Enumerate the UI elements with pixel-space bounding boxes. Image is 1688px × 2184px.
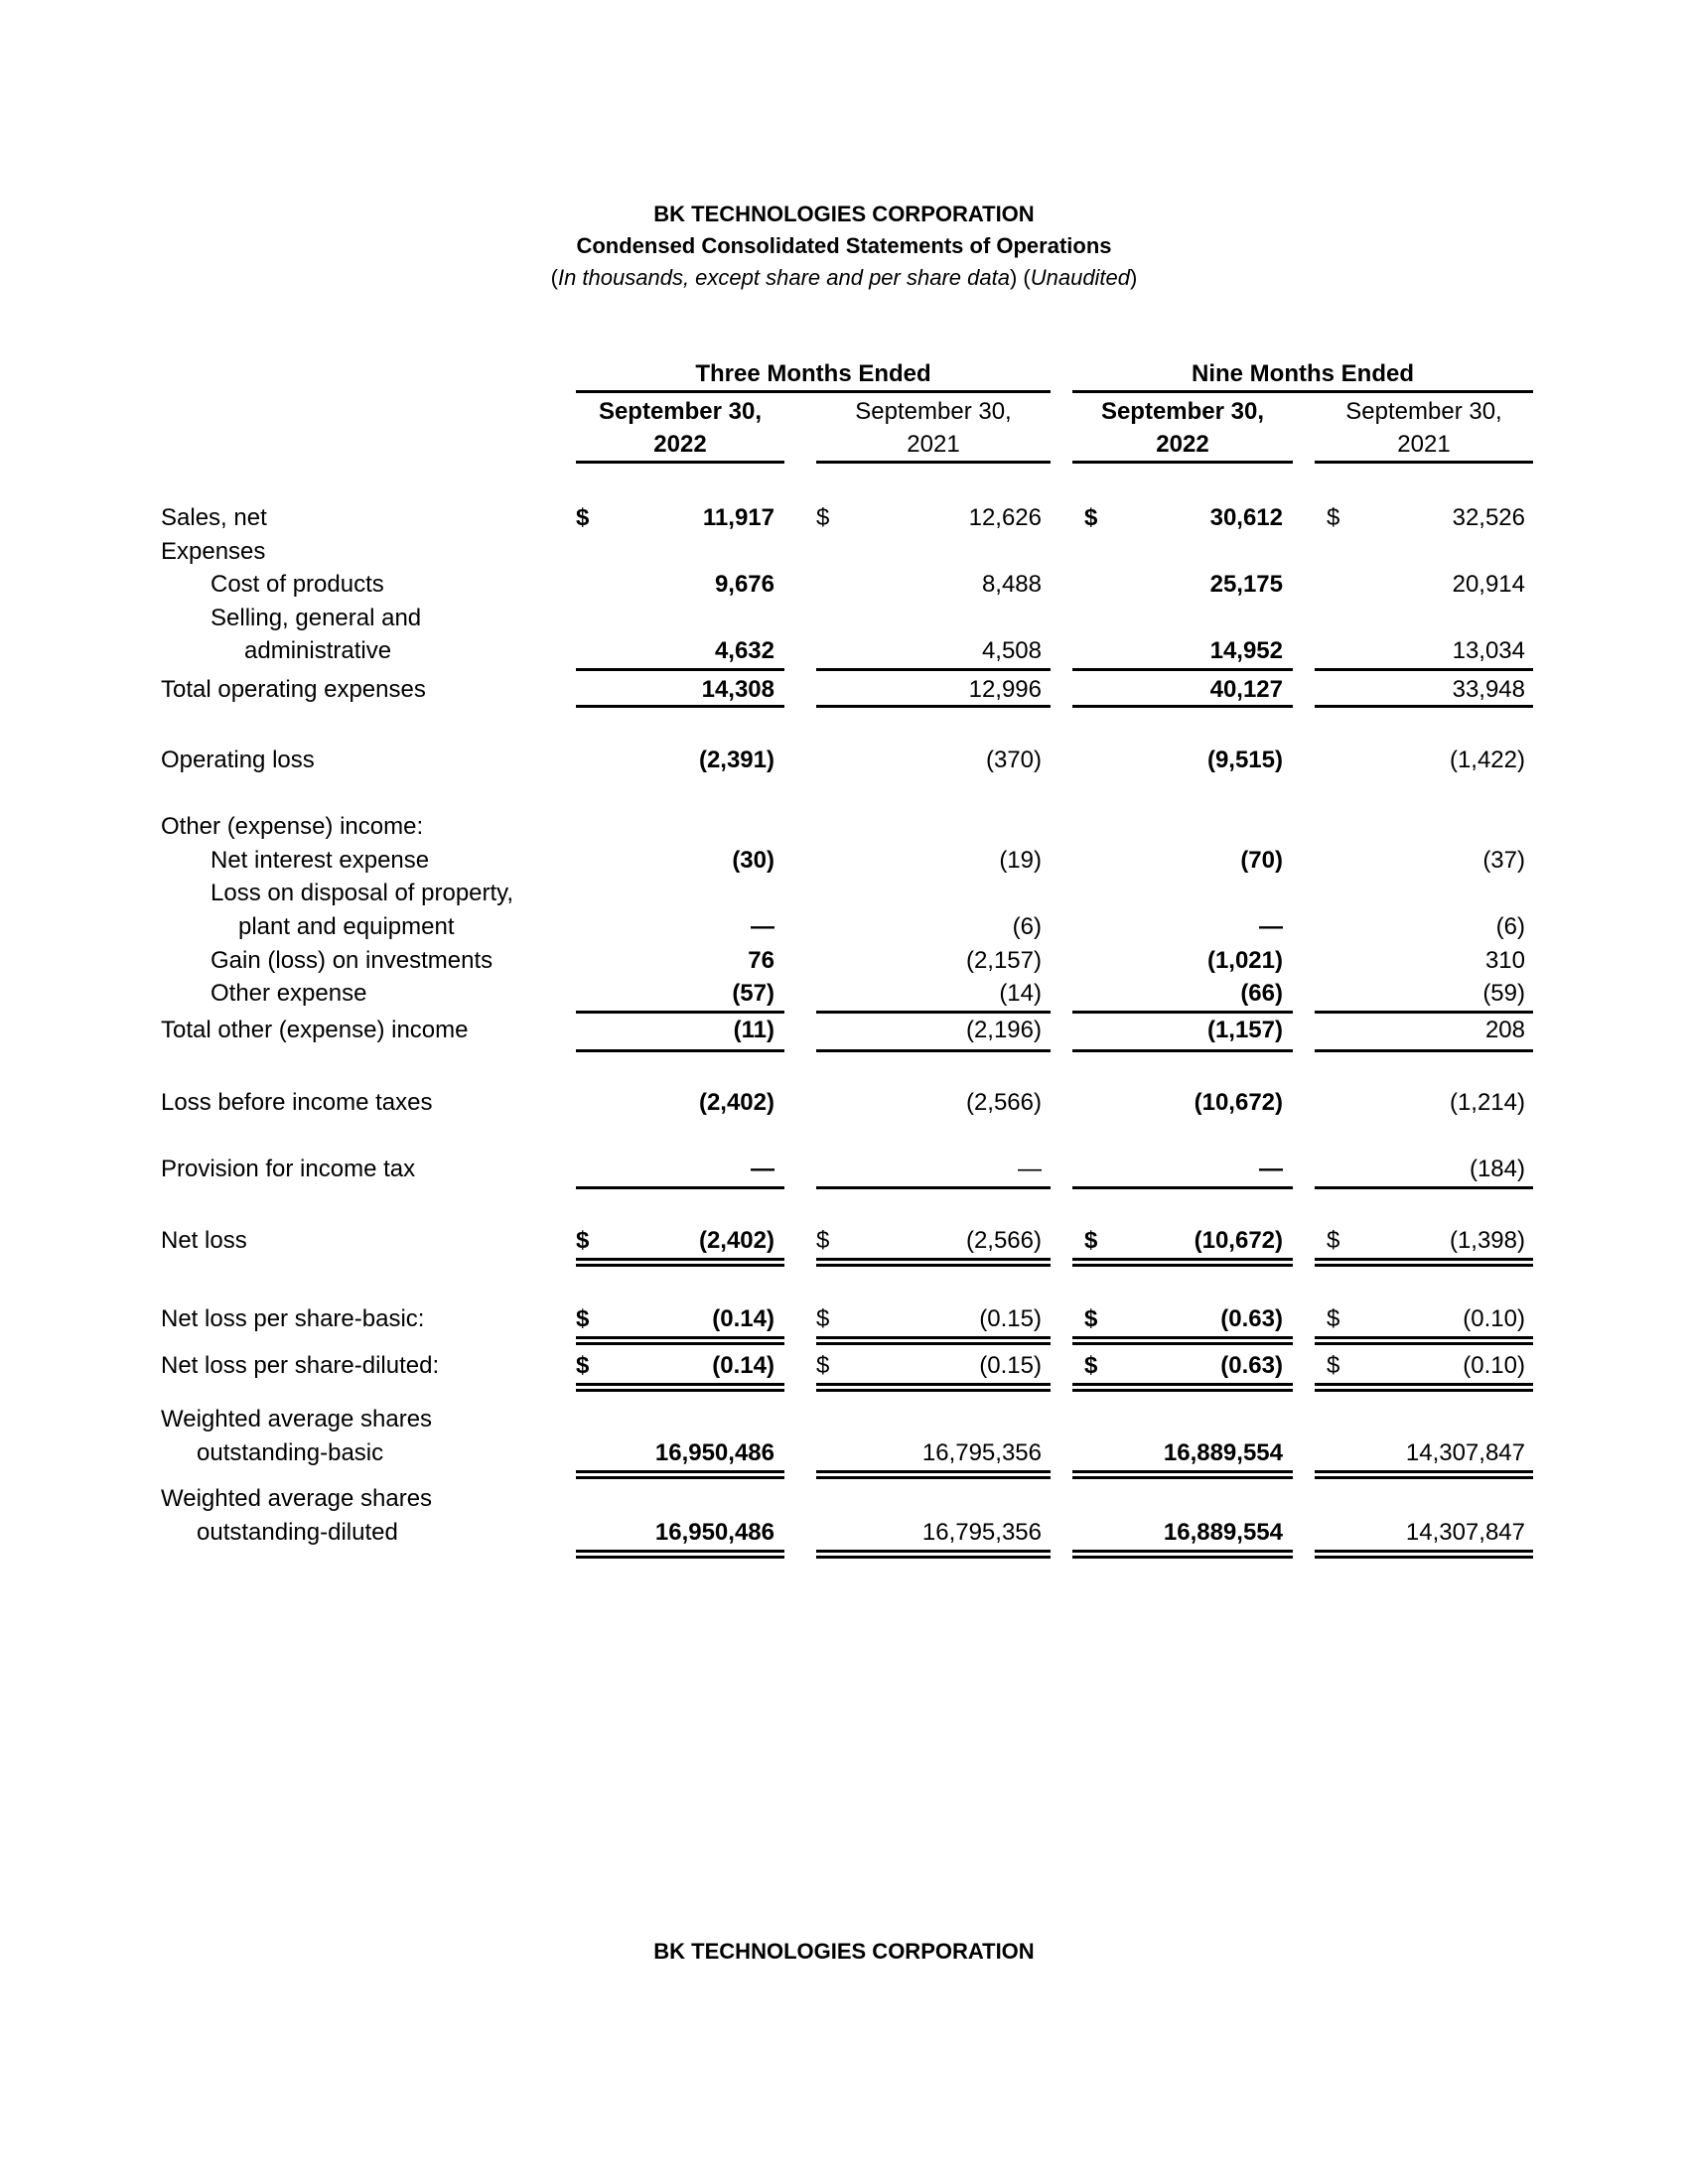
table-row	[0, 568, 1688, 602]
statement-title: Condensed Consolidated Statements of Operations	[576, 233, 1112, 258]
value-cell	[1084, 568, 1283, 602]
value-cell	[1327, 568, 1525, 602]
table-row	[0, 1349, 1688, 1383]
value-cell	[1084, 634, 1283, 668]
value-cell	[1327, 910, 1525, 944]
double-underline	[1315, 1342, 1533, 1345]
value-number: —	[1259, 913, 1283, 940]
value-cell	[816, 673, 1042, 707]
underline	[576, 1186, 784, 1189]
value-cell	[576, 977, 774, 1011]
value-cell	[576, 501, 774, 535]
value-cell	[1084, 1224, 1283, 1258]
double-underline	[576, 1550, 784, 1553]
value-cell	[816, 910, 1042, 944]
value-cell	[1327, 744, 1525, 777]
underline	[816, 1186, 1051, 1189]
row-label: outstanding-diluted	[197, 1519, 398, 1546]
value-cell	[576, 568, 774, 602]
table-row	[0, 1436, 1688, 1470]
value-number: 16,795,356	[921, 1439, 1042, 1466]
row-label: plant and equipment	[238, 913, 455, 940]
value-number: 14,308	[701, 676, 774, 703]
table-row	[0, 810, 1688, 844]
value-number: (0.63)	[1220, 1352, 1283, 1379]
value-cell	[1084, 501, 1283, 535]
dollar-sign: $	[1084, 504, 1098, 531]
double-underline	[1315, 1258, 1533, 1261]
table-row	[0, 1302, 1688, 1336]
dollar-sign: $	[1327, 1227, 1340, 1254]
company-name: BK TECHNOLOGIES CORPORATION	[653, 202, 1035, 226]
table-row	[0, 844, 1688, 878]
table-row	[0, 1403, 1688, 1436]
double-underline	[1315, 1556, 1533, 1559]
value-cell	[1327, 1516, 1525, 1550]
dollar-sign: $	[816, 1227, 830, 1254]
double-underline	[576, 1383, 784, 1386]
value-number: 40,127	[1209, 676, 1283, 703]
row-label: Operating loss	[161, 747, 315, 773]
value-number: —	[751, 1156, 774, 1182]
value-number: (0.14)	[712, 1352, 774, 1379]
value-number: 16,795,356	[921, 1519, 1042, 1546]
value-number: 32,526	[1452, 504, 1525, 531]
value-cell	[576, 1436, 774, 1470]
value-cell	[816, 1349, 1042, 1383]
dollar-sign: $	[576, 1227, 590, 1254]
double-underline	[1315, 1476, 1533, 1479]
value-number: 33,948	[1452, 676, 1525, 703]
value-number: 12,626	[968, 504, 1042, 531]
value-cell	[816, 1516, 1042, 1550]
double-underline	[1072, 1383, 1293, 1386]
table-row	[0, 501, 1688, 535]
value-cell	[576, 1224, 774, 1258]
double-underline	[576, 1264, 784, 1267]
double-underline	[816, 1383, 1051, 1386]
col3-rule	[1072, 461, 1293, 464]
double-underline	[1072, 1389, 1293, 1392]
value-cell	[1327, 844, 1525, 878]
value-number: —	[1018, 1156, 1042, 1182]
value-number: 208	[1484, 1017, 1525, 1043]
value-cell	[1084, 673, 1283, 707]
row-label: Loss on disposal of property,	[211, 880, 514, 906]
col2-rule	[816, 461, 1051, 464]
underline	[576, 705, 784, 708]
table-row	[0, 1086, 1688, 1120]
value-number: (14)	[999, 980, 1042, 1007]
value-cell	[576, 1014, 774, 1047]
value-cell	[1084, 1349, 1283, 1383]
double-underline	[816, 1476, 1051, 1479]
value-cell	[1084, 744, 1283, 777]
underline	[816, 668, 1051, 671]
underline	[1315, 1186, 1533, 1189]
double-underline	[816, 1550, 1051, 1553]
value-cell	[1327, 1086, 1525, 1120]
value-cell	[576, 1153, 774, 1186]
double-underline	[576, 1389, 784, 1392]
value-cell	[576, 1302, 774, 1336]
value-number: 16,889,554	[1163, 1439, 1283, 1466]
underline	[1315, 1011, 1533, 1014]
value-cell	[576, 1086, 774, 1120]
value-number: 16,950,486	[654, 1439, 774, 1466]
row-label: Net interest expense	[211, 847, 430, 874]
value-cell	[816, 744, 1042, 777]
row-label: Expenses	[161, 538, 266, 565]
double-underline	[1072, 1264, 1293, 1267]
double-underline	[816, 1264, 1051, 1267]
double-underline	[576, 1258, 784, 1261]
value-number: 76	[748, 947, 774, 974]
value-cell	[1084, 844, 1283, 878]
value-number: (1,021)	[1206, 947, 1283, 974]
value-cell	[576, 673, 774, 707]
value-number: 12,996	[968, 676, 1042, 703]
row-label: Net loss per share-basic:	[161, 1305, 425, 1332]
value-cell	[816, 568, 1042, 602]
value-cell	[816, 1436, 1042, 1470]
value-number: (6)	[1012, 913, 1042, 940]
dollar-sign: $	[816, 1352, 830, 1379]
value-cell	[1084, 977, 1283, 1011]
dollar-sign: $	[816, 1305, 830, 1332]
value-cell	[1084, 1086, 1283, 1120]
value-cell	[816, 1086, 1042, 1120]
row-label: Total operating expenses	[161, 676, 426, 703]
underline	[1072, 1011, 1293, 1014]
value-cell	[816, 1014, 1042, 1047]
value-number: —	[1259, 1156, 1283, 1182]
value-cell	[1327, 1014, 1525, 1047]
value-number: (2,391)	[698, 747, 774, 773]
underline	[816, 705, 1051, 708]
row-label: Net loss	[161, 1227, 247, 1254]
value-number: (2,196)	[965, 1017, 1042, 1043]
table-row	[0, 877, 1688, 910]
row-label: Provision for income tax	[161, 1156, 416, 1182]
value-number: (10,672)	[1194, 1227, 1283, 1254]
value-number: 9,676	[714, 571, 774, 598]
value-number: —	[751, 913, 774, 940]
units-note: (In thousands, except share and per share data) (Unaudited)	[550, 265, 1138, 290]
double-underline	[1072, 1258, 1293, 1261]
value-cell	[1327, 944, 1525, 978]
value-number: 16,950,486	[654, 1519, 774, 1546]
underline	[1315, 1049, 1533, 1052]
table-row	[0, 910, 1688, 944]
value-number: (57)	[732, 980, 774, 1007]
col1-heading: September 30, 2022	[598, 398, 763, 458]
value-cell	[576, 1516, 774, 1550]
double-underline	[816, 1389, 1051, 1392]
value-number: 30,612	[1209, 504, 1283, 531]
dollar-sign: $	[1084, 1227, 1098, 1254]
row-label: Sales, net	[161, 504, 267, 531]
table-row	[0, 1516, 1688, 1550]
value-number: (1,157)	[1206, 1017, 1283, 1043]
table-row	[0, 1482, 1688, 1516]
double-underline	[576, 1342, 784, 1345]
double-underline	[1315, 1264, 1533, 1267]
value-number: (11)	[733, 1017, 774, 1043]
value-number: (59)	[1482, 980, 1525, 1007]
col2-heading: September 30, 2021	[855, 398, 1012, 458]
value-number: (0.14)	[712, 1305, 774, 1332]
value-number: (9,515)	[1206, 747, 1283, 773]
value-cell	[1084, 1516, 1283, 1550]
underline	[1315, 668, 1533, 671]
dollar-sign: $	[1327, 504, 1340, 531]
value-number: (0.10)	[1463, 1305, 1525, 1332]
value-number: (0.15)	[979, 1305, 1042, 1332]
underline	[576, 1011, 784, 1014]
row-label: Other expense	[211, 980, 367, 1007]
value-number: 4,632	[714, 637, 774, 664]
value-cell	[1084, 1302, 1283, 1336]
unaudited-note: Unaudited	[1030, 265, 1131, 290]
double-underline	[816, 1258, 1051, 1261]
value-cell	[1084, 1014, 1283, 1047]
value-cell	[1084, 1436, 1283, 1470]
value-cell	[816, 1224, 1042, 1258]
value-cell	[816, 844, 1042, 878]
value-cell	[576, 634, 774, 668]
double-underline	[816, 1342, 1051, 1345]
table-row	[0, 602, 1688, 635]
value-number: 25,175	[1209, 571, 1283, 598]
row-label: Gain (loss) on investments	[211, 947, 493, 974]
col3-heading: September 30, 2022	[1100, 398, 1265, 458]
row-label: Net loss per share-diluted:	[161, 1352, 440, 1379]
value-number: (6)	[1495, 913, 1525, 940]
value-cell	[1327, 673, 1525, 707]
value-cell	[1327, 1349, 1525, 1383]
value-cell	[816, 1153, 1042, 1186]
dollar-sign: $	[1327, 1352, 1340, 1379]
value-number: 14,952	[1209, 637, 1283, 664]
row-label: Loss before income taxes	[161, 1089, 433, 1116]
dollar-sign: $	[1084, 1305, 1098, 1332]
footer-company: BK TECHNOLOGIES CORPORATION	[653, 1939, 1035, 1964]
row-label: Weighted average shares	[161, 1485, 433, 1512]
value-cell	[816, 634, 1042, 668]
value-number: 20,914	[1452, 571, 1525, 598]
value-number: (0.15)	[979, 1352, 1042, 1379]
units-note-text: In thousands, except share and per share data	[557, 265, 1010, 290]
value-number: (0.63)	[1220, 1305, 1283, 1332]
underline	[816, 1011, 1051, 1014]
value-cell	[816, 944, 1042, 978]
value-cell	[816, 1302, 1042, 1336]
row-label: administrative	[244, 637, 392, 664]
table-row	[0, 673, 1688, 707]
value-number: 4,508	[981, 637, 1042, 664]
double-underline	[1072, 1336, 1293, 1339]
value-number: 13,034	[1452, 637, 1525, 664]
value-number: 16,889,554	[1163, 1519, 1283, 1546]
double-underline	[576, 1476, 784, 1479]
double-underline	[1315, 1470, 1533, 1473]
underline	[1072, 705, 1293, 708]
value-cell	[576, 1349, 774, 1383]
value-cell	[1084, 944, 1283, 978]
group-nine-rule	[1072, 390, 1533, 393]
row-label: Cost of products	[211, 571, 384, 598]
value-number: (1,422)	[1449, 747, 1525, 773]
value-number: 14,307,847	[1405, 1439, 1525, 1466]
dollar-sign: $	[1084, 1352, 1098, 1379]
table-row	[0, 744, 1688, 777]
double-underline	[1315, 1336, 1533, 1339]
value-number: (1,398)	[1449, 1227, 1525, 1254]
table-row	[0, 634, 1688, 668]
double-underline	[1072, 1550, 1293, 1553]
value-cell	[576, 910, 774, 944]
col4-rule	[1315, 461, 1533, 464]
value-cell	[576, 844, 774, 878]
value-number: (2,566)	[965, 1227, 1042, 1254]
value-cell	[816, 977, 1042, 1011]
double-underline	[1315, 1383, 1533, 1386]
dollar-sign: $	[576, 1305, 590, 1332]
double-underline	[576, 1470, 784, 1473]
value-cell	[1327, 1153, 1525, 1186]
value-number: (37)	[1482, 847, 1525, 874]
double-underline	[576, 1336, 784, 1339]
value-cell	[1084, 910, 1283, 944]
value-cell	[1327, 1436, 1525, 1470]
value-number: (10,672)	[1194, 1089, 1283, 1116]
value-number: 310	[1484, 947, 1525, 974]
underline	[1315, 705, 1533, 708]
value-cell	[1327, 977, 1525, 1011]
value-number: (2,566)	[965, 1089, 1042, 1116]
table-row	[0, 1224, 1688, 1258]
table-row	[0, 977, 1688, 1011]
value-number: (30)	[732, 847, 774, 874]
row-label: Selling, general and	[211, 605, 422, 631]
value-cell	[816, 501, 1042, 535]
value-number: 11,917	[702, 504, 774, 531]
table-row	[0, 1153, 1688, 1186]
dollar-sign: $	[576, 504, 590, 531]
value-number: (2,402)	[698, 1089, 774, 1116]
dollar-sign: $	[1327, 1305, 1340, 1332]
double-underline	[1072, 1470, 1293, 1473]
value-number: (19)	[999, 847, 1042, 874]
value-number: (66)	[1240, 980, 1283, 1007]
double-underline	[576, 1556, 784, 1559]
underline	[576, 1049, 784, 1052]
double-underline	[1072, 1556, 1293, 1559]
double-underline	[1072, 1342, 1293, 1345]
value-cell	[1327, 634, 1525, 668]
value-number: (2,402)	[698, 1227, 774, 1254]
value-cell	[576, 744, 774, 777]
row-label: Total other (expense) income	[161, 1017, 469, 1043]
value-cell	[1327, 501, 1525, 535]
col4-heading: September 30, 2021	[1345, 398, 1502, 458]
group-three-rule	[576, 390, 1051, 393]
value-number: (70)	[1240, 847, 1283, 874]
underline	[816, 1049, 1051, 1052]
value-number: 8,488	[981, 571, 1042, 598]
value-number: (370)	[985, 747, 1042, 773]
row-label: Other (expense) income:	[161, 813, 424, 840]
underline	[1072, 1186, 1293, 1189]
double-underline	[1072, 1476, 1293, 1479]
value-cell	[1327, 1224, 1525, 1258]
underline	[576, 668, 784, 671]
group-three-months: Three Months Ended	[695, 360, 931, 387]
underline	[1072, 668, 1293, 671]
table-row	[0, 1014, 1688, 1047]
value-number: 14,307,847	[1405, 1519, 1525, 1546]
table-row	[0, 944, 1688, 978]
double-underline	[1315, 1550, 1533, 1553]
row-label: outstanding-basic	[197, 1439, 384, 1466]
row-label: Weighted average shares	[161, 1406, 433, 1433]
double-underline	[816, 1470, 1051, 1473]
double-underline	[816, 1556, 1051, 1559]
group-nine-months: Nine Months Ended	[1192, 360, 1414, 387]
underline	[1072, 1049, 1293, 1052]
value-cell	[576, 944, 774, 978]
value-number: (184)	[1469, 1156, 1525, 1182]
table-row	[0, 535, 1688, 569]
value-number: (1,214)	[1449, 1089, 1525, 1116]
dollar-sign: $	[816, 504, 830, 531]
col1-rule	[576, 461, 784, 464]
double-underline	[1315, 1389, 1533, 1392]
value-number: (0.10)	[1463, 1352, 1525, 1379]
value-cell	[1327, 1302, 1525, 1336]
dollar-sign: $	[576, 1352, 590, 1379]
double-underline	[816, 1336, 1051, 1339]
value-number: (2,157)	[965, 947, 1042, 974]
value-cell	[1084, 1153, 1283, 1186]
